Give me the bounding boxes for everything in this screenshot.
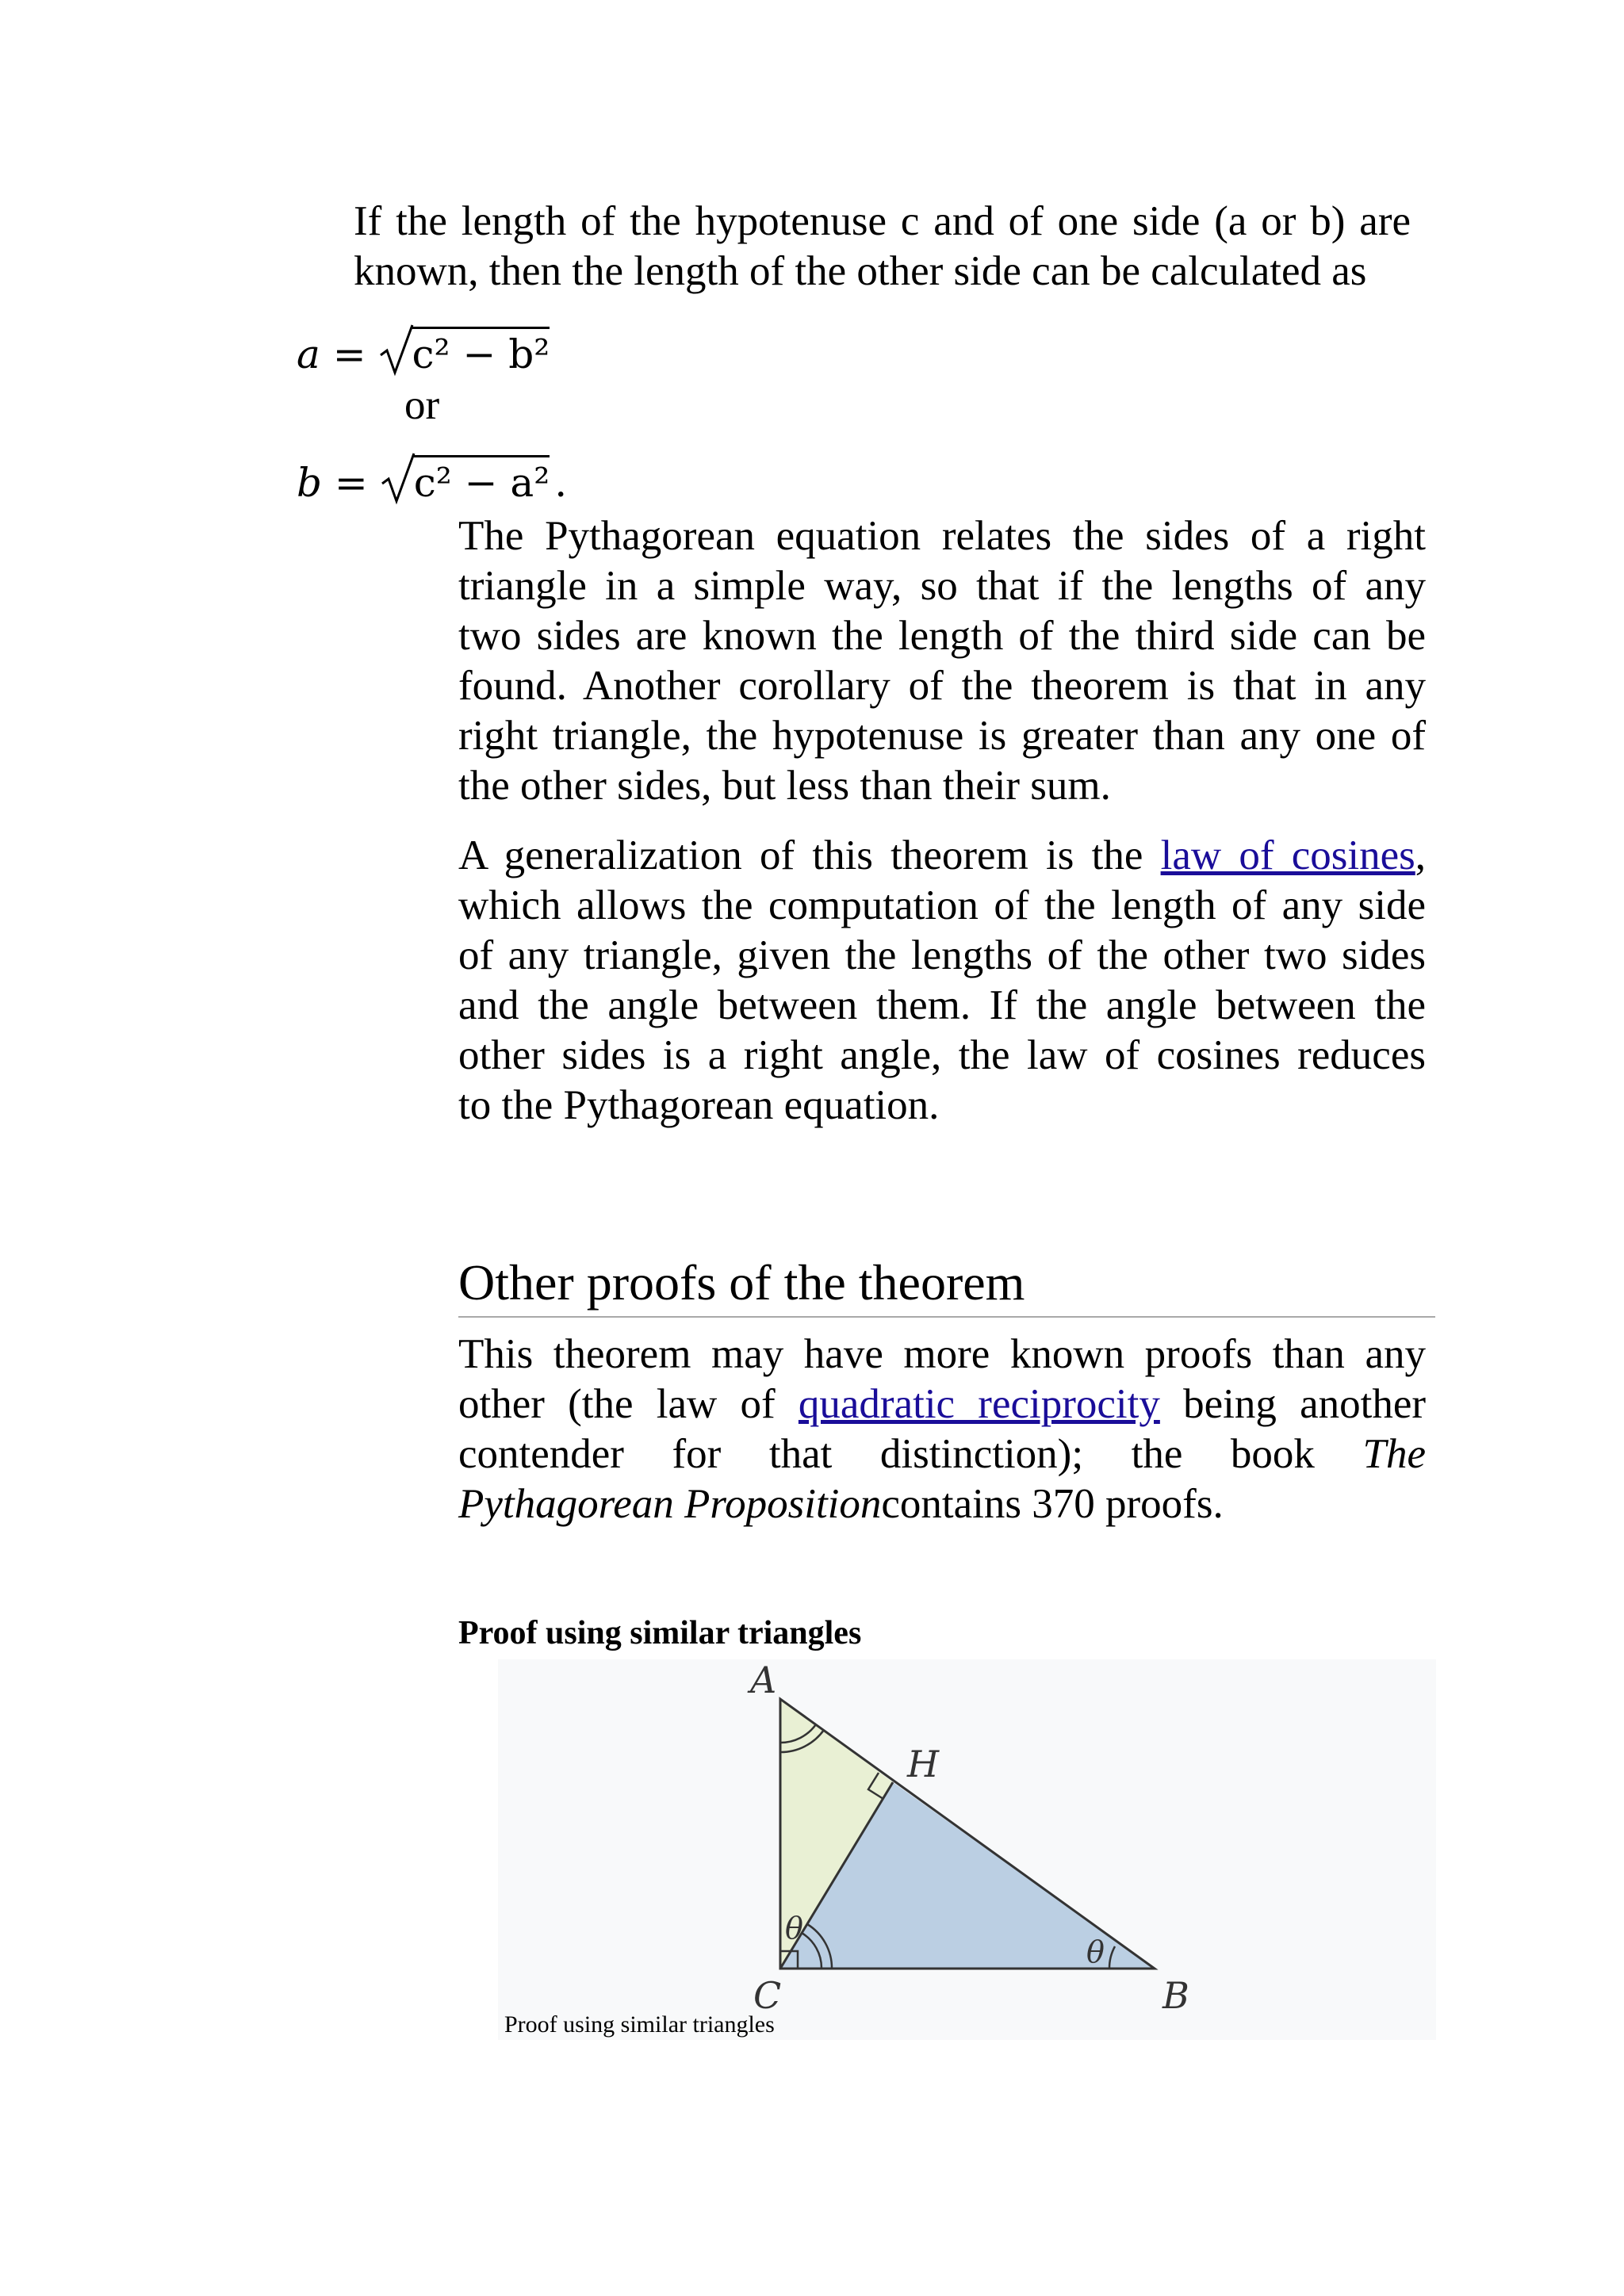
equation-period: . (554, 460, 568, 506)
quadratic-reciprocity-link[interactable]: quadratic reciprocity (798, 1381, 1160, 1427)
text-span: contains 370 proofs. (881, 1481, 1224, 1527)
book-title-part: Pythagorean Proposition (458, 1481, 882, 1527)
equation-b: b = c² − a² . (297, 455, 567, 507)
text-line: right triangle, the hypotenuse is greater than any one of (458, 713, 1426, 759)
text-line: and the angle between them. If the angle between the (458, 982, 1426, 1028)
book-title-part: The (1362, 1431, 1426, 1477)
square-root (381, 455, 555, 507)
label-b: B (1162, 1974, 1189, 2017)
section-heading: Other proofs of the theorem (458, 1254, 1025, 1311)
text-line: other sides is a right angle, the law of cosines reduces (458, 1032, 1426, 1078)
text-line: known, then the length of the other side can be calculated as (354, 248, 1367, 294)
text-line: two sides are known the length of the third side can be (458, 613, 1426, 659)
generalization-paragraph (458, 831, 1426, 1131)
triangle-diagram (498, 1659, 1436, 2040)
text-line (458, 1429, 1426, 1479)
text-line: The Pythagorean equation relates the sides of a right (458, 513, 1426, 559)
text-line: found. Another corollary of the theorem is that in any (458, 663, 1426, 709)
text-line: If the length of the hypotenuse c and of one side (a or b) are (354, 198, 1411, 244)
text-span: , (1415, 832, 1426, 878)
text-line (458, 1479, 1426, 1529)
text-line (458, 1380, 1426, 1429)
label-a: A (750, 1659, 777, 1701)
text-line: the other sides, but less than their sum. (458, 763, 1111, 809)
equation-lhs: a (297, 331, 320, 377)
proofs-paragraph (458, 1330, 1426, 1529)
text-line: This theorem may have more known proofs than any (458, 1331, 1426, 1377)
equation-lhs: b (297, 460, 323, 506)
subsection-heading: Proof using similar triangles (458, 1615, 862, 1651)
radical-sign-icon (379, 320, 414, 377)
text-span: being another (1159, 1381, 1426, 1427)
text-line: of any triangle, given the lengths of the other two sides (458, 932, 1426, 978)
intro-paragraph (354, 197, 1411, 297)
text-line: to the Pythagorean equation. (458, 1082, 940, 1128)
or-word: or (404, 382, 440, 428)
radicand: c² − b² (412, 327, 550, 378)
relates-paragraph (458, 511, 1426, 811)
theta-label-b: θ (1086, 1934, 1105, 1969)
heading-divider (458, 1316, 1435, 1318)
equation-a: a = c² − b² (297, 327, 554, 378)
text-line (458, 831, 1426, 881)
radicand: c² − a² (414, 455, 550, 507)
radical-sign-icon (381, 449, 416, 506)
text-span: other (the law of (458, 1381, 799, 1427)
figure-caption: Proof using similar triangles (504, 2011, 775, 2038)
label-c: C (753, 1974, 782, 2017)
text-span: contender for that distinction); the book (458, 1431, 1363, 1477)
law-of-cosines-link[interactable]: law of cosines (1160, 832, 1415, 878)
text-span: A generalization of this theorem is the (458, 832, 1161, 878)
theta-label-c: θ (785, 1911, 803, 1946)
text-line: triangle in a simple way, so that if the lengths of any (458, 563, 1426, 609)
similar-triangles-figure (498, 1659, 1436, 2040)
label-h: H (907, 1743, 940, 1785)
text-line: which allows the computation of the length of any side (458, 882, 1426, 928)
square-root (379, 327, 555, 378)
